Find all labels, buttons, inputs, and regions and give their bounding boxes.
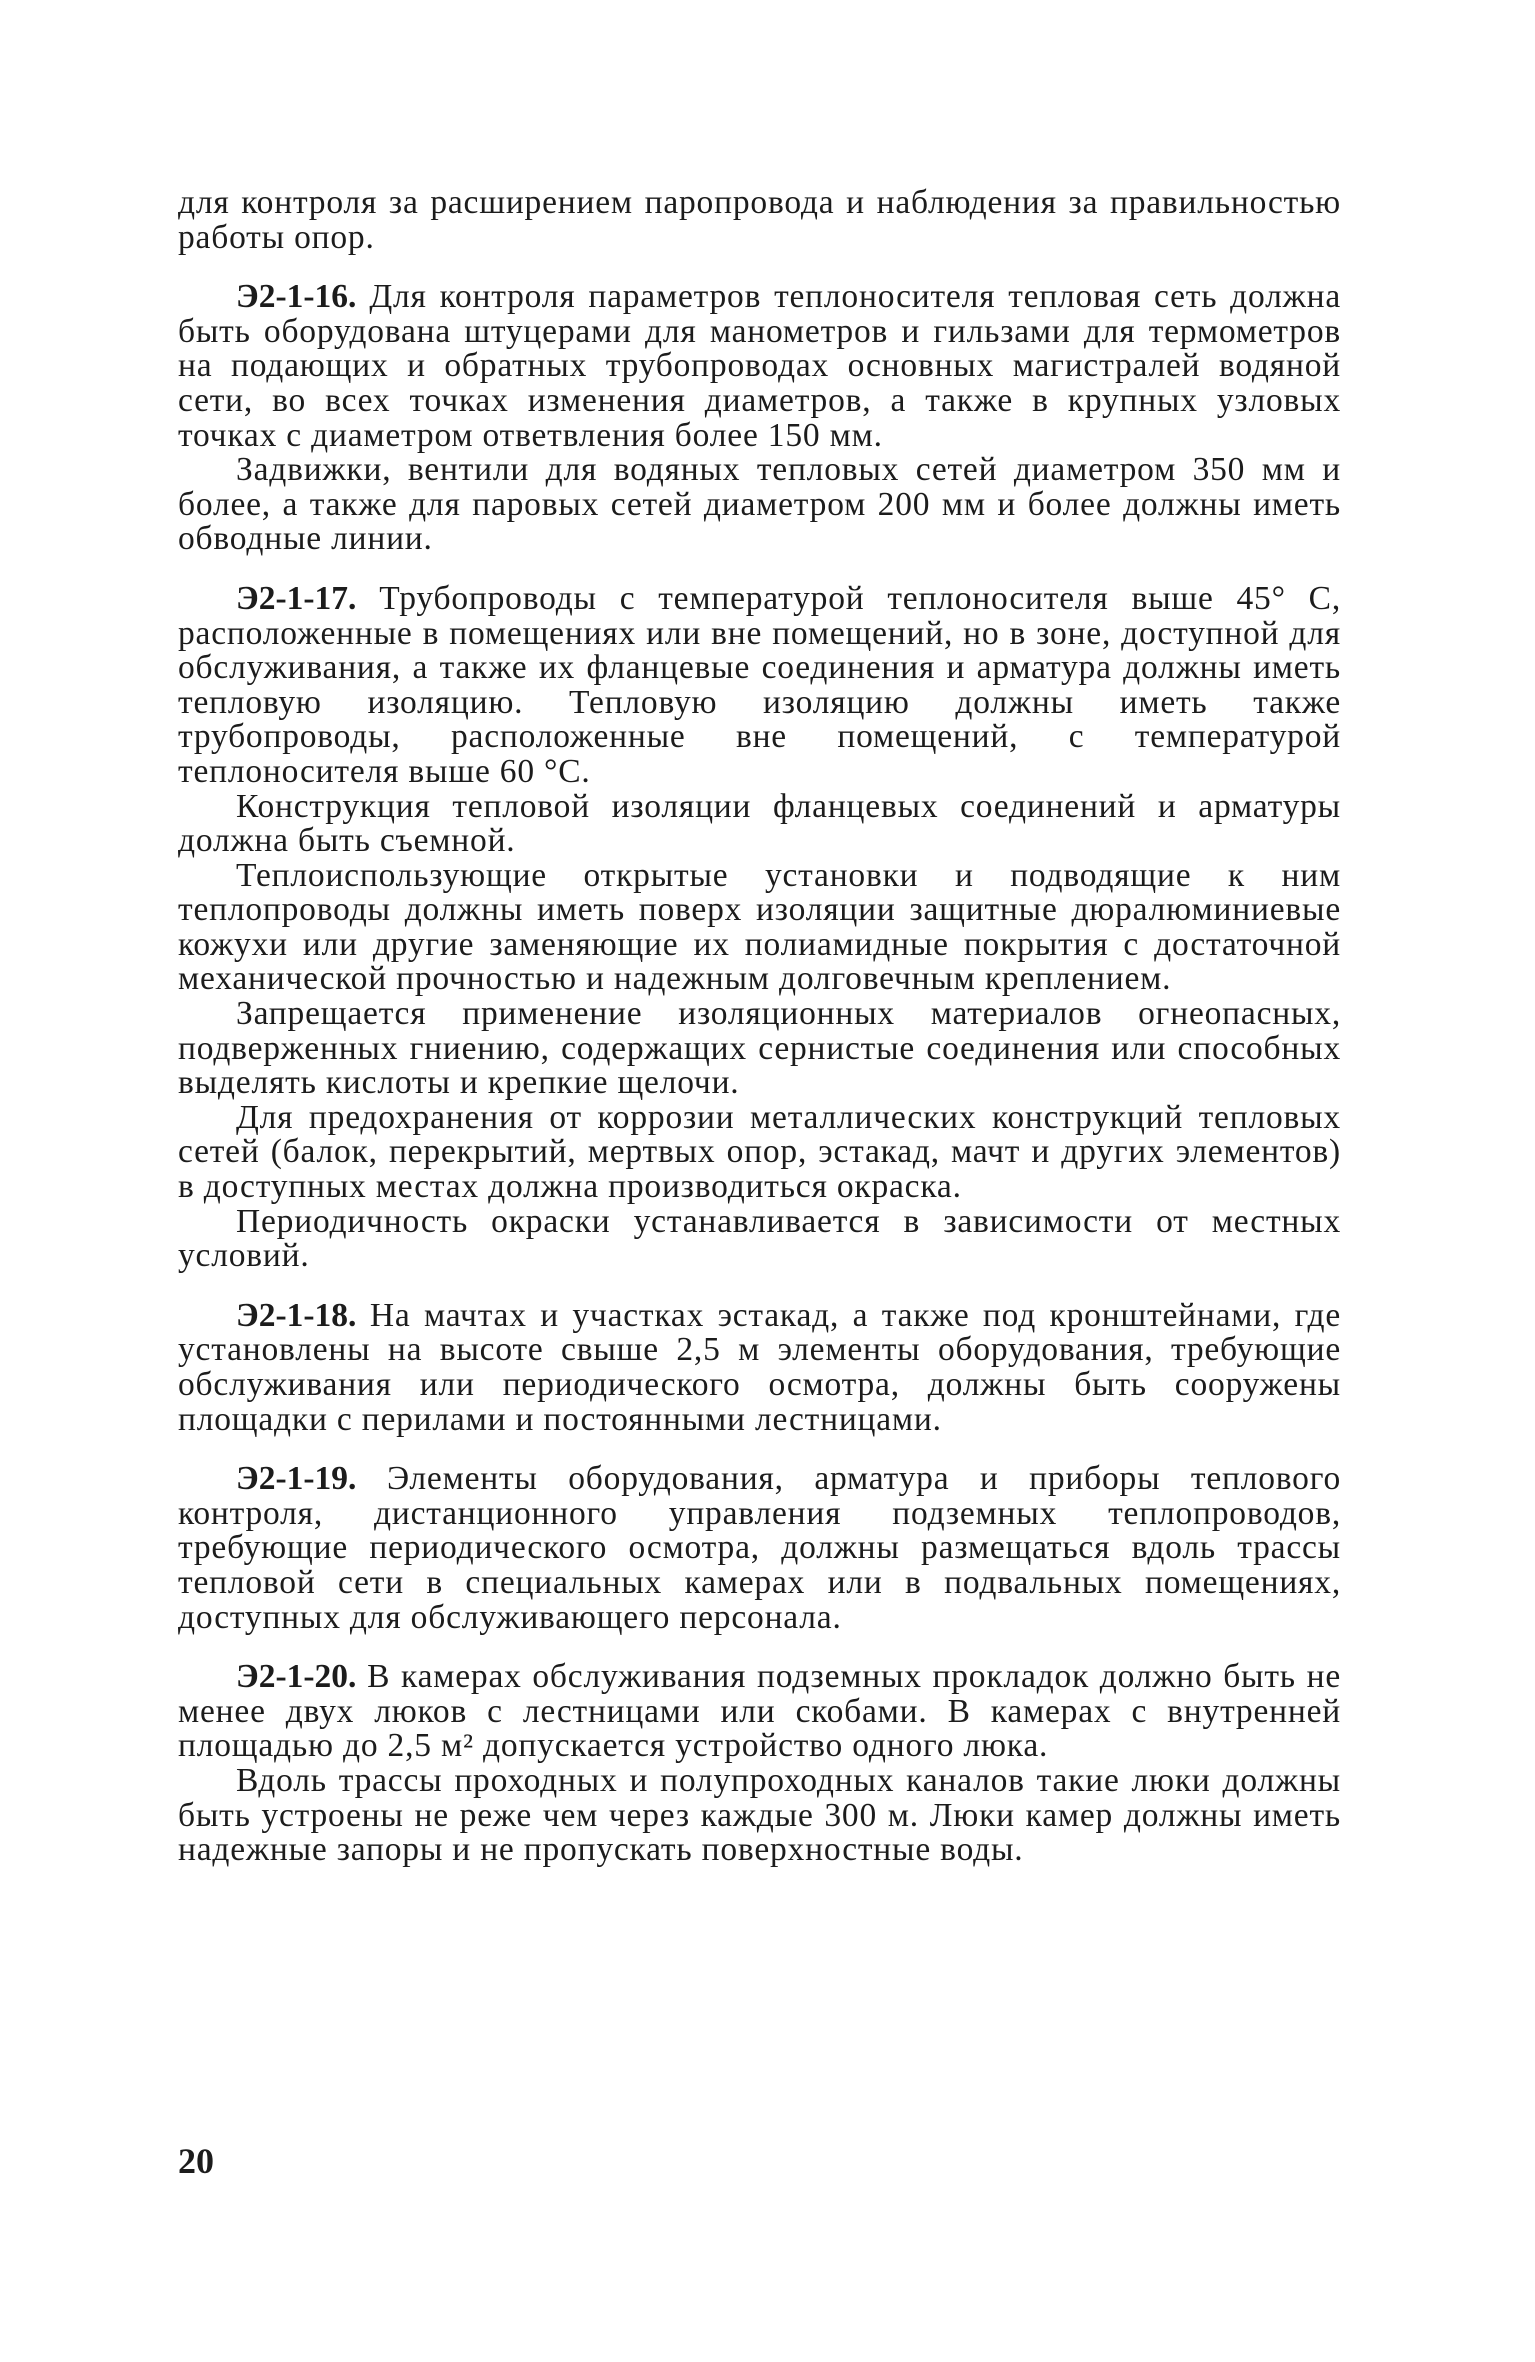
paragraph bbox=[178, 787, 1341, 860]
clause-number: Э2-1-17. bbox=[236, 579, 357, 617]
clause-paragraph bbox=[178, 280, 1341, 453]
clause-number: Э2-1-16. bbox=[236, 278, 357, 316]
paragraph-text: Для контроля параметров теплоносителя тепловая сеть должна быть оборудована штуцерами для манометров и гильзами для термометров на подающих и обратных трубопроводах основных магистралей водяной сети, во всех точках изменения диаметров, а также в крупных узловых точках с диаметром ответвления более 150 мм. bbox=[178, 278, 1341, 454]
paragraph bbox=[178, 997, 1341, 1101]
clause-paragraph bbox=[178, 1462, 1341, 1635]
clause-paragraph bbox=[178, 1660, 1341, 1764]
paragraph-text: Для предохранения от коррозии металлических конструкций тепловых сетей (балок, перекрытий, мертвых опор, эстакад, мачт и других элементов) в доступных местах должна производиться окраска. bbox=[178, 1098, 1341, 1206]
paragraph-text: для контроля за расширением паропровода и наблюдения за правильностью работы опор. bbox=[178, 184, 1341, 256]
body-text bbox=[178, 186, 1341, 1868]
page-number: 20 bbox=[178, 2141, 214, 2181]
paragraph bbox=[178, 186, 1341, 255]
paragraph-text: Задвижки, вентили для водяных тепловых сетей диаметром 350 мм и более, а также для паровых сетей диаметром 200 мм и более должны иметь обводные линии. bbox=[178, 451, 1341, 558]
paragraph-text: Элементы оборудования, арматура и приборы теплового контроля, дистанционного управления подземных теплопроводов, требующие периодического осмотра, должны размещаться вдоль трассы тепловой сети в специальных камерах или в подвальных помещениях, доступных для обслуживающего персонала. bbox=[178, 1460, 1341, 1636]
paragraph-text: На мачтах и участках эстакад, а также под кронштейнами, где установлены на высоте свыше 2,5 м элементы оборудования, требующие обслуживания или периодического осмотра, должны быть сооружены площадки с перилами и постоянными лестницами. bbox=[178, 1296, 1341, 1438]
paragraph-text: Трубопроводы с температурой теплоносителя выше 45° С, расположенные в помещениях или вне помещений, но в зоне, доступной для обслуживания, а также их фланцевые соединения и арматура должны иметь тепловую изоляцию. Тепловую изоляцию должны иметь также трубопроводы, расположенные вне помещений, с температурой теплоносителя выше 60 °С. bbox=[178, 579, 1341, 790]
paragraph bbox=[178, 453, 1341, 557]
paragraph-text: Запрещается применение изоляционных материалов огнеопасных, подверженных гниению, содержащих сернистые соединения или способных выделять кислоты и крепкие щелочи. bbox=[178, 995, 1341, 1102]
clause-paragraph bbox=[178, 1296, 1341, 1438]
paragraph-text: В камерах обслуживания подземных прокладок должно быть не менее двух люков с лестницами или скобами. В камерах с внутренней площадью до 2,5 м² допускается устройство одного люка. bbox=[178, 1658, 1341, 1765]
paragraph-text: Периодичность окраски устанавливается в зависимости от местных условий. bbox=[178, 1202, 1341, 1275]
clause-number: Э2-1-20. bbox=[236, 1658, 357, 1696]
clause-number: Э2-1-19. bbox=[236, 1460, 357, 1498]
paragraph bbox=[178, 1098, 1341, 1206]
paragraph-text: Вдоль трассы проходных и полупроходных каналов такие люки должны быть устроены не реже чем через каждые 300 м. Люки камер должны иметь надежные запоры и не пропускать поверхностные воды. bbox=[178, 1761, 1341, 1869]
paragraph bbox=[178, 856, 1341, 998]
paragraph bbox=[178, 1202, 1341, 1275]
paragraph-text: Теплоиспользующие открытые установки и подводящие к ним теплопроводы должны иметь поверх изоляции защитные дюралюминиевые кожухи или другие заменяющие их полиамидные покрытия с достаточной механической прочностью и надежным долговечным креплением. bbox=[178, 856, 1341, 998]
paragraph-text: Конструкция тепловой изоляции фланцевых соединений и арматуры должна быть съемной. bbox=[178, 787, 1341, 860]
paragraph bbox=[178, 1761, 1341, 1869]
clause-paragraph bbox=[178, 579, 1341, 790]
clause-number: Э2-1-18. bbox=[236, 1296, 357, 1334]
